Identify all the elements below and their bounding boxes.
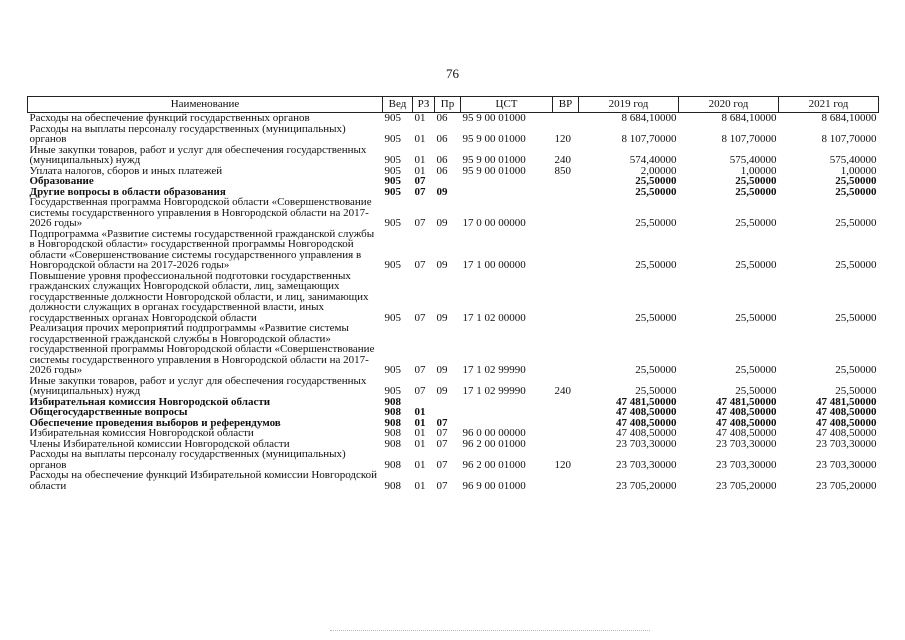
cell-cst	[461, 176, 553, 187]
cell-name: Избирательная комиссия Новгородской области	[29, 395, 271, 408]
cell-ved: 905	[384, 311, 401, 324]
cell-2019: 25,50000	[635, 364, 677, 376]
cell-pr: 06	[436, 154, 448, 166]
cell-2021: 23 703,30000	[816, 458, 877, 471]
cell-ved: 908	[384, 416, 401, 429]
cell-ved: 905	[384, 385, 401, 397]
cell-2021: 23 705,20000	[816, 479, 877, 492]
cell-cst: 17 1 02 99990	[462, 385, 526, 397]
cell-vr	[553, 470, 579, 491]
cell-2020: 47 481,50000	[716, 395, 777, 408]
cell-name: Другие вопросы в области образования	[29, 185, 226, 198]
cell-vr	[553, 271, 579, 324]
cell-2019: 25,50000	[635, 259, 677, 271]
cell-2019: 47 408,50000	[616, 427, 677, 439]
budget-table	[27, 96, 879, 491]
cell-name: Образование	[29, 175, 94, 187]
cell-name: Уплата налогов, сборов и иных платежей	[29, 164, 223, 177]
cell-cst	[461, 187, 553, 198]
cell-2019: 47 408,50000	[616, 406, 677, 418]
page-footer-line	[330, 630, 650, 631]
cell-vr: 240	[554, 385, 571, 397]
cell-rz: 07	[414, 364, 426, 376]
cell-2021: 25,50000	[835, 364, 877, 376]
cell-ved: 905	[384, 133, 401, 145]
cell-cst: 96 0 00 00000	[462, 427, 526, 439]
cell-2020: 25,50000	[735, 259, 777, 271]
cell-ved: 905	[384, 217, 401, 229]
cell-2020: 23 703,30000	[716, 458, 777, 471]
cell-vr	[553, 397, 579, 408]
cell-2020: 575,40000	[729, 154, 777, 166]
cell-vr: 120	[554, 458, 571, 471]
table-row	[28, 470, 879, 491]
cell-2021: 47 408,50000	[816, 406, 877, 418]
cell-rz: 01	[414, 406, 426, 418]
cell-rz: 01	[414, 416, 426, 429]
cell-name: Иные закупки товаров, работ и услуг для обеспечения государственных (муниципальных) нужд	[29, 143, 367, 166]
cell-name: Обеспечение проведения выборов и референдумов	[29, 416, 281, 429]
cell-pr: 07	[436, 416, 448, 429]
cell-2021: 25,50000	[835, 259, 877, 271]
cell-ved: 905	[384, 154, 401, 166]
cell-2021: 25,50000	[835, 385, 877, 397]
cell-2021: 25,50000	[835, 311, 877, 324]
cell-ved: 905	[384, 185, 401, 198]
cell-2021: 47 408,50000	[816, 427, 877, 439]
cell-cst: 95 9 00 01000	[462, 164, 526, 177]
cell-2019: 23 703,30000	[616, 437, 677, 450]
cell-2020: 23 703,30000	[716, 437, 777, 450]
cell-pr: 07	[436, 458, 448, 471]
cell-2019: 25,50000	[635, 175, 677, 187]
cell-2019: 47 408,50000	[616, 416, 677, 429]
cell-name: Члены Избирательной комиссии Новгородской области	[29, 437, 290, 450]
cell-rz: 07	[414, 311, 426, 324]
cell-2021: 575,40000	[829, 154, 877, 166]
cell-cst: 95 9 00 01000	[462, 154, 526, 166]
table-row	[28, 145, 879, 166]
cell-vr	[553, 176, 579, 187]
cell-2021: 25,50000	[835, 175, 877, 187]
cell-cst: 95 9 00 01000	[462, 112, 526, 124]
cell-rz: 07	[414, 185, 426, 198]
header-name: Наименование	[28, 97, 383, 113]
cell-pr: 09	[436, 259, 448, 271]
cell-cst	[461, 407, 553, 418]
cell-rz: 07	[414, 385, 426, 397]
table-row	[28, 449, 879, 470]
cell-vr	[553, 197, 579, 229]
cell-vr	[553, 439, 579, 450]
cell-ved: 905	[384, 112, 401, 124]
header-ved: Вед	[383, 97, 413, 113]
cell-ved: 905	[384, 164, 401, 177]
cell-cst: 95 9 00 01000	[462, 133, 526, 145]
cell-2019: 8 684,10000	[621, 112, 677, 124]
cell-pr: 06	[436, 112, 448, 124]
cell-2020: 25,50000	[735, 385, 777, 397]
cell-2021: 23 703,30000	[816, 437, 877, 450]
cell-2021: 1,00000	[840, 164, 877, 177]
cell-pr: 07	[436, 437, 448, 450]
table-row	[28, 407, 879, 418]
cell-name: Общегосударственные вопросы	[29, 406, 188, 418]
cell-pr	[435, 407, 461, 418]
cell-2020: 25,50000	[735, 364, 777, 376]
cell-cst: 17 1 02 99990	[462, 364, 526, 376]
cell-rz: 01	[414, 164, 426, 177]
cell-pr	[435, 176, 461, 187]
header-2021: 2021 год	[779, 97, 879, 113]
cell-pr: 06	[436, 164, 448, 177]
cell-2020: 47 408,50000	[716, 406, 777, 418]
cell-2020: 1,00000	[740, 164, 777, 177]
cell-2020: 23 705,20000	[716, 479, 777, 492]
cell-pr: 07	[436, 479, 448, 492]
cell-name: Иные закупки товаров, работ и услуг для обеспечения государственных (муниципальных) нужд	[29, 374, 367, 397]
table-row	[28, 197, 879, 229]
cell-pr: 09	[436, 185, 448, 198]
table-row	[28, 428, 879, 439]
cell-vr: 120	[554, 133, 571, 145]
cell-vr: 850	[554, 164, 571, 177]
cell-ved: 908	[384, 479, 401, 492]
cell-cst: 96 2 00 01000	[462, 458, 526, 471]
cell-rz: 07	[414, 259, 426, 271]
page-number: 76	[446, 66, 459, 81]
cell-ved: 905	[384, 364, 401, 376]
cell-2020: 25,50000	[735, 217, 777, 229]
cell-2020: 47 408,50000	[716, 427, 777, 439]
cell-2021: 47 408,50000	[816, 416, 877, 429]
cell-rz: 01	[414, 427, 426, 439]
table-row	[28, 176, 879, 187]
cell-name: Расходы на выплаты персоналу государственных (муниципальных) органов	[29, 448, 346, 471]
cell-2021: 25,50000	[835, 217, 877, 229]
cell-rz: 01	[414, 154, 426, 166]
table-row	[28, 124, 879, 145]
cell-2021: 8 684,10000	[821, 112, 877, 124]
table-row	[28, 323, 879, 376]
cell-rz: 07	[414, 175, 426, 187]
header-pr: Пр	[435, 97, 461, 113]
cell-rz: 07	[414, 217, 426, 229]
cell-pr: 09	[436, 364, 448, 376]
cell-ved: 908	[384, 395, 401, 408]
cell-2021: 8 107,70000	[821, 133, 877, 145]
cell-vr	[553, 187, 579, 198]
cell-ved: 905	[384, 175, 401, 187]
cell-2020: 8 107,70000	[721, 133, 777, 145]
cell-ved: 908	[384, 437, 401, 450]
cell-pr: 07	[436, 427, 448, 439]
cell-2019: 574,40000	[629, 154, 677, 166]
cell-name: Расходы на обеспечение функций государственных органов	[29, 112, 310, 124]
cell-2019: 2,00000	[640, 164, 677, 177]
header-2020: 2020 год	[679, 97, 779, 113]
cell-2019: 8 107,70000	[621, 133, 677, 145]
cell-2019: 25,50000	[635, 385, 677, 397]
header-2019: 2019 год	[579, 97, 679, 113]
cell-name: Подпрограмма «Развитие системы государственной гражданской службы в Новгородской области» государственной программы Новгородской области «Совершенствование системы государственного управления в Новгородской области на 2017-2026 годы»	[29, 227, 375, 271]
cell-2019: 23 703,30000	[616, 458, 677, 471]
cell-2019: 23 705,20000	[616, 479, 677, 492]
cell-vr: 240	[554, 154, 571, 166]
cell-2020: 25,50000	[735, 185, 777, 198]
cell-name: Повышение уровня профессиональной подготовки государственных гражданских служащих Новгородской области, лиц, замещающих государственные должности Новгородской области, и лиц, занимающих должности служащих в органах государственной власти, иных государственных органах Новгородской области	[29, 269, 369, 324]
cell-2020: 25,50000	[735, 175, 777, 187]
cell-ved: 908	[384, 406, 401, 418]
header-rz: РЗ	[413, 97, 435, 113]
cell-pr	[435, 397, 461, 408]
cell-rz: 01	[414, 133, 426, 145]
header-vr: ВР	[553, 97, 579, 113]
cell-vr	[553, 418, 579, 429]
cell-cst	[461, 397, 553, 408]
cell-vr	[553, 428, 579, 439]
table-row	[28, 376, 879, 397]
table-header-row	[28, 97, 879, 113]
cell-vr	[553, 323, 579, 376]
table-row	[28, 113, 879, 124]
cell-2021: 25,50000	[835, 185, 877, 198]
cell-cst: 17 1 00 00000	[462, 259, 526, 271]
cell-name: Государственная программа Новгородской области «Совершенствование системы государственного управления в Новгородской области на 2017-2026 годы»	[29, 196, 372, 229]
cell-2020: 47 408,50000	[716, 416, 777, 429]
cell-name: Расходы на обеспечение функций Избирательной комиссии Новгородской области	[29, 469, 378, 492]
cell-pr: 06	[436, 133, 448, 145]
cell-rz: 01	[414, 458, 426, 471]
cell-2019: 47 481,50000	[616, 395, 677, 408]
cell-name: Расходы на выплаты персоналу государственных (муниципальных) органов	[29, 122, 346, 145]
cell-name: Избирательная комиссия Новгородской области	[29, 427, 254, 439]
cell-vr	[553, 113, 579, 124]
header-cst: ЦСТ	[461, 97, 553, 113]
cell-pr: 09	[436, 217, 448, 229]
cell-rz: 01	[414, 112, 426, 124]
cell-vr	[553, 407, 579, 418]
cell-ved: 905	[384, 259, 401, 271]
cell-name: Реализация прочих мероприятий подпрограммы «Развитие системы государственной гражданской службы в Новгородской области» государственной программы Новгородской области «Совершенствование системы государственного управления в Новгородской области на 2017-2026 годы»	[29, 322, 375, 376]
cell-pr: 09	[436, 385, 448, 397]
cell-2020: 8 684,10000	[721, 112, 777, 124]
table-row	[28, 271, 879, 324]
cell-2020: 25,50000	[735, 311, 777, 324]
cell-rz: 01	[414, 437, 426, 450]
cell-2019: 25,50000	[635, 185, 677, 198]
cell-ved: 908	[384, 458, 401, 471]
cell-cst: 17 0 00 00000	[462, 217, 526, 229]
cell-vr	[553, 229, 579, 271]
cell-rz: 01	[414, 479, 426, 492]
cell-cst: 96 2 00 01000	[462, 437, 526, 450]
cell-pr: 09	[436, 311, 448, 324]
cell-ved: 908	[384, 427, 401, 439]
cell-2019: 25,50000	[635, 217, 677, 229]
cell-cst: 96 9 00 01000	[462, 479, 526, 492]
table-row	[28, 229, 879, 271]
cell-2021: 47 481,50000	[816, 395, 877, 408]
cell-2019: 25,50000	[635, 311, 677, 324]
cell-cst: 17 1 02 00000	[462, 311, 526, 324]
